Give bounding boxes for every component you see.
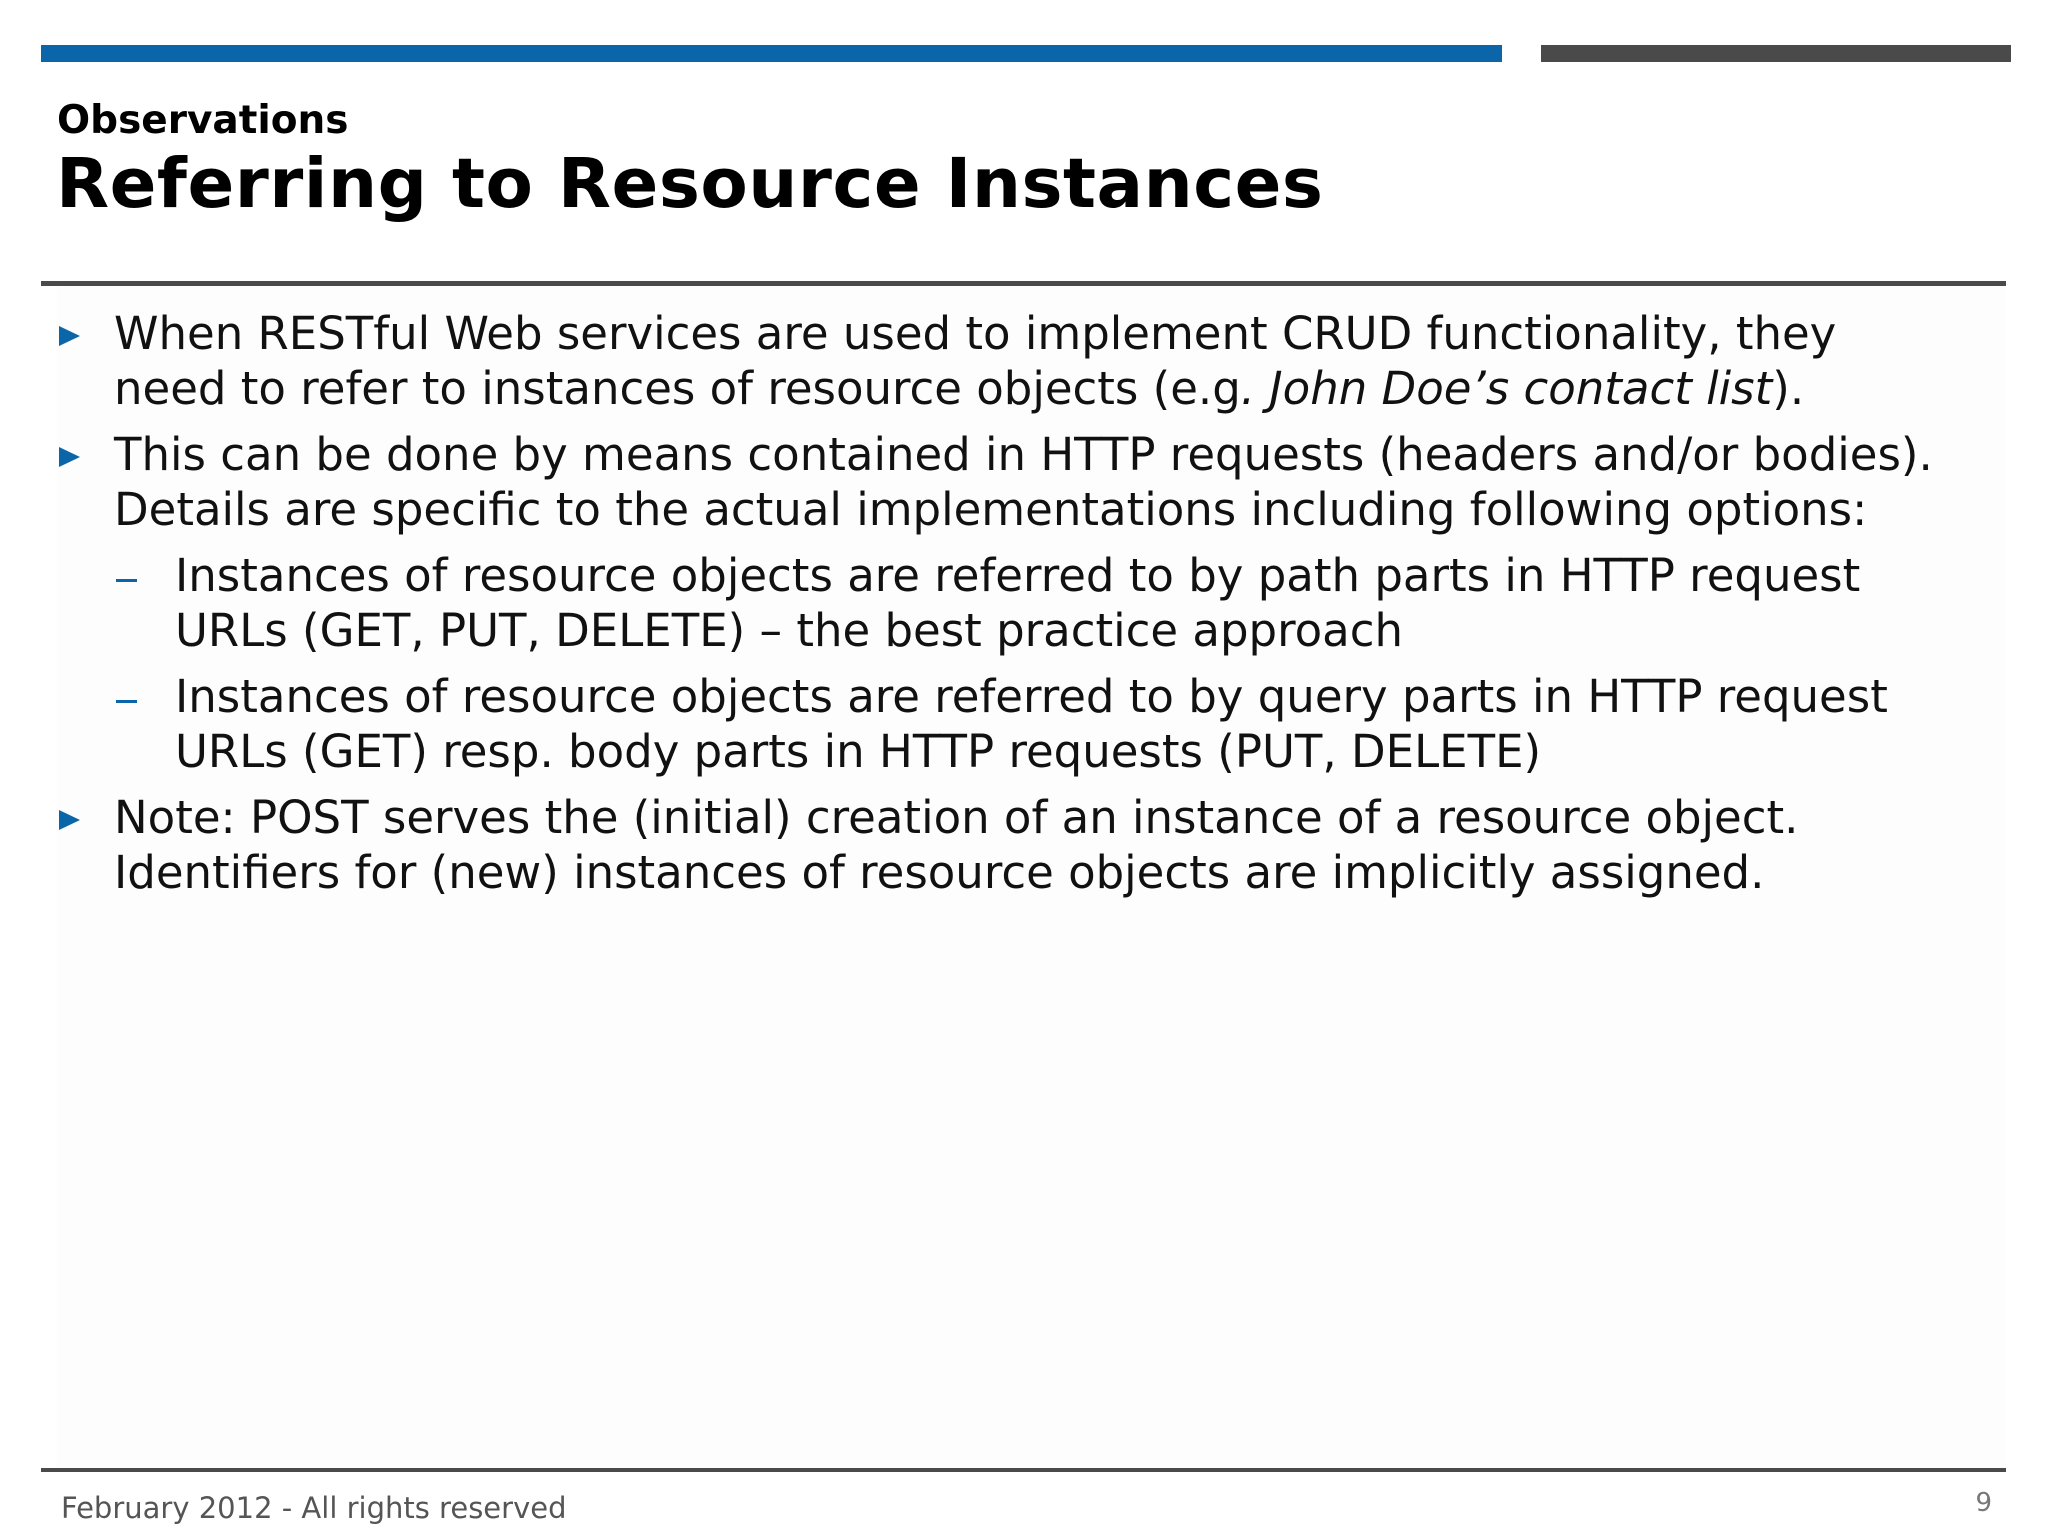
sub-bullet-item (57, 669, 2006, 779)
sub-bullet-item (57, 548, 2006, 658)
triangle-right-icon (59, 810, 80, 830)
bullet-line: Identifiers for (new) instances of resource objects are implicitly assigned. (114, 846, 1765, 899)
bullet-text: need to refer to instances of resource objects (e.g (114, 362, 1241, 415)
bullet-item (57, 306, 2006, 416)
dash-icon (116, 700, 137, 703)
slide-subtitle: Observations (57, 98, 349, 143)
footer-divider (41, 1468, 2006, 1472)
top-accent-bar-blue (41, 45, 1502, 62)
bullet-line: URLs (GET, PUT, DELETE) – the best practice approach (175, 604, 1403, 657)
slide-title: Referring to Resource Instances (56, 144, 1324, 224)
bullet-line: Instances of resource objects are referred to by path parts in HTTP request (175, 549, 1861, 602)
footer-copyright: February 2012 - All rights reserved (61, 1491, 567, 1525)
bullet-italic-text: . John Doe’s contact list (1240, 362, 1773, 415)
bullet-line: URLs (GET) resp. body parts in HTTP requests (PUT, DELETE) (175, 725, 1542, 778)
bullet-line: This can be done by means contained in HTTP requests (headers and/or bodies). (114, 428, 1933, 481)
page-number: 9 (1975, 1488, 1992, 1518)
bullet-line: Note: POST serves the (initial) creation of an instance of a resource object. (114, 791, 1799, 844)
bullet-text: ). (1772, 362, 1805, 415)
bullet-line (114, 361, 2006, 416)
bullet-item (57, 790, 2006, 900)
bullet-line: Details are specific to the actual implementations including following options: (114, 483, 1868, 536)
bullet-list (57, 306, 2006, 911)
bullet-line: Instances of resource objects are referred to by query parts in HTTP request (175, 670, 1888, 723)
triangle-right-icon (59, 447, 80, 467)
bullet-item (57, 427, 2006, 537)
bullet-line: When RESTful Web services are used to implement CRUD functionality, they (114, 307, 1837, 360)
triangle-right-icon (59, 326, 80, 346)
dash-icon (116, 579, 137, 582)
top-accent-bar-grey (1541, 45, 2011, 62)
